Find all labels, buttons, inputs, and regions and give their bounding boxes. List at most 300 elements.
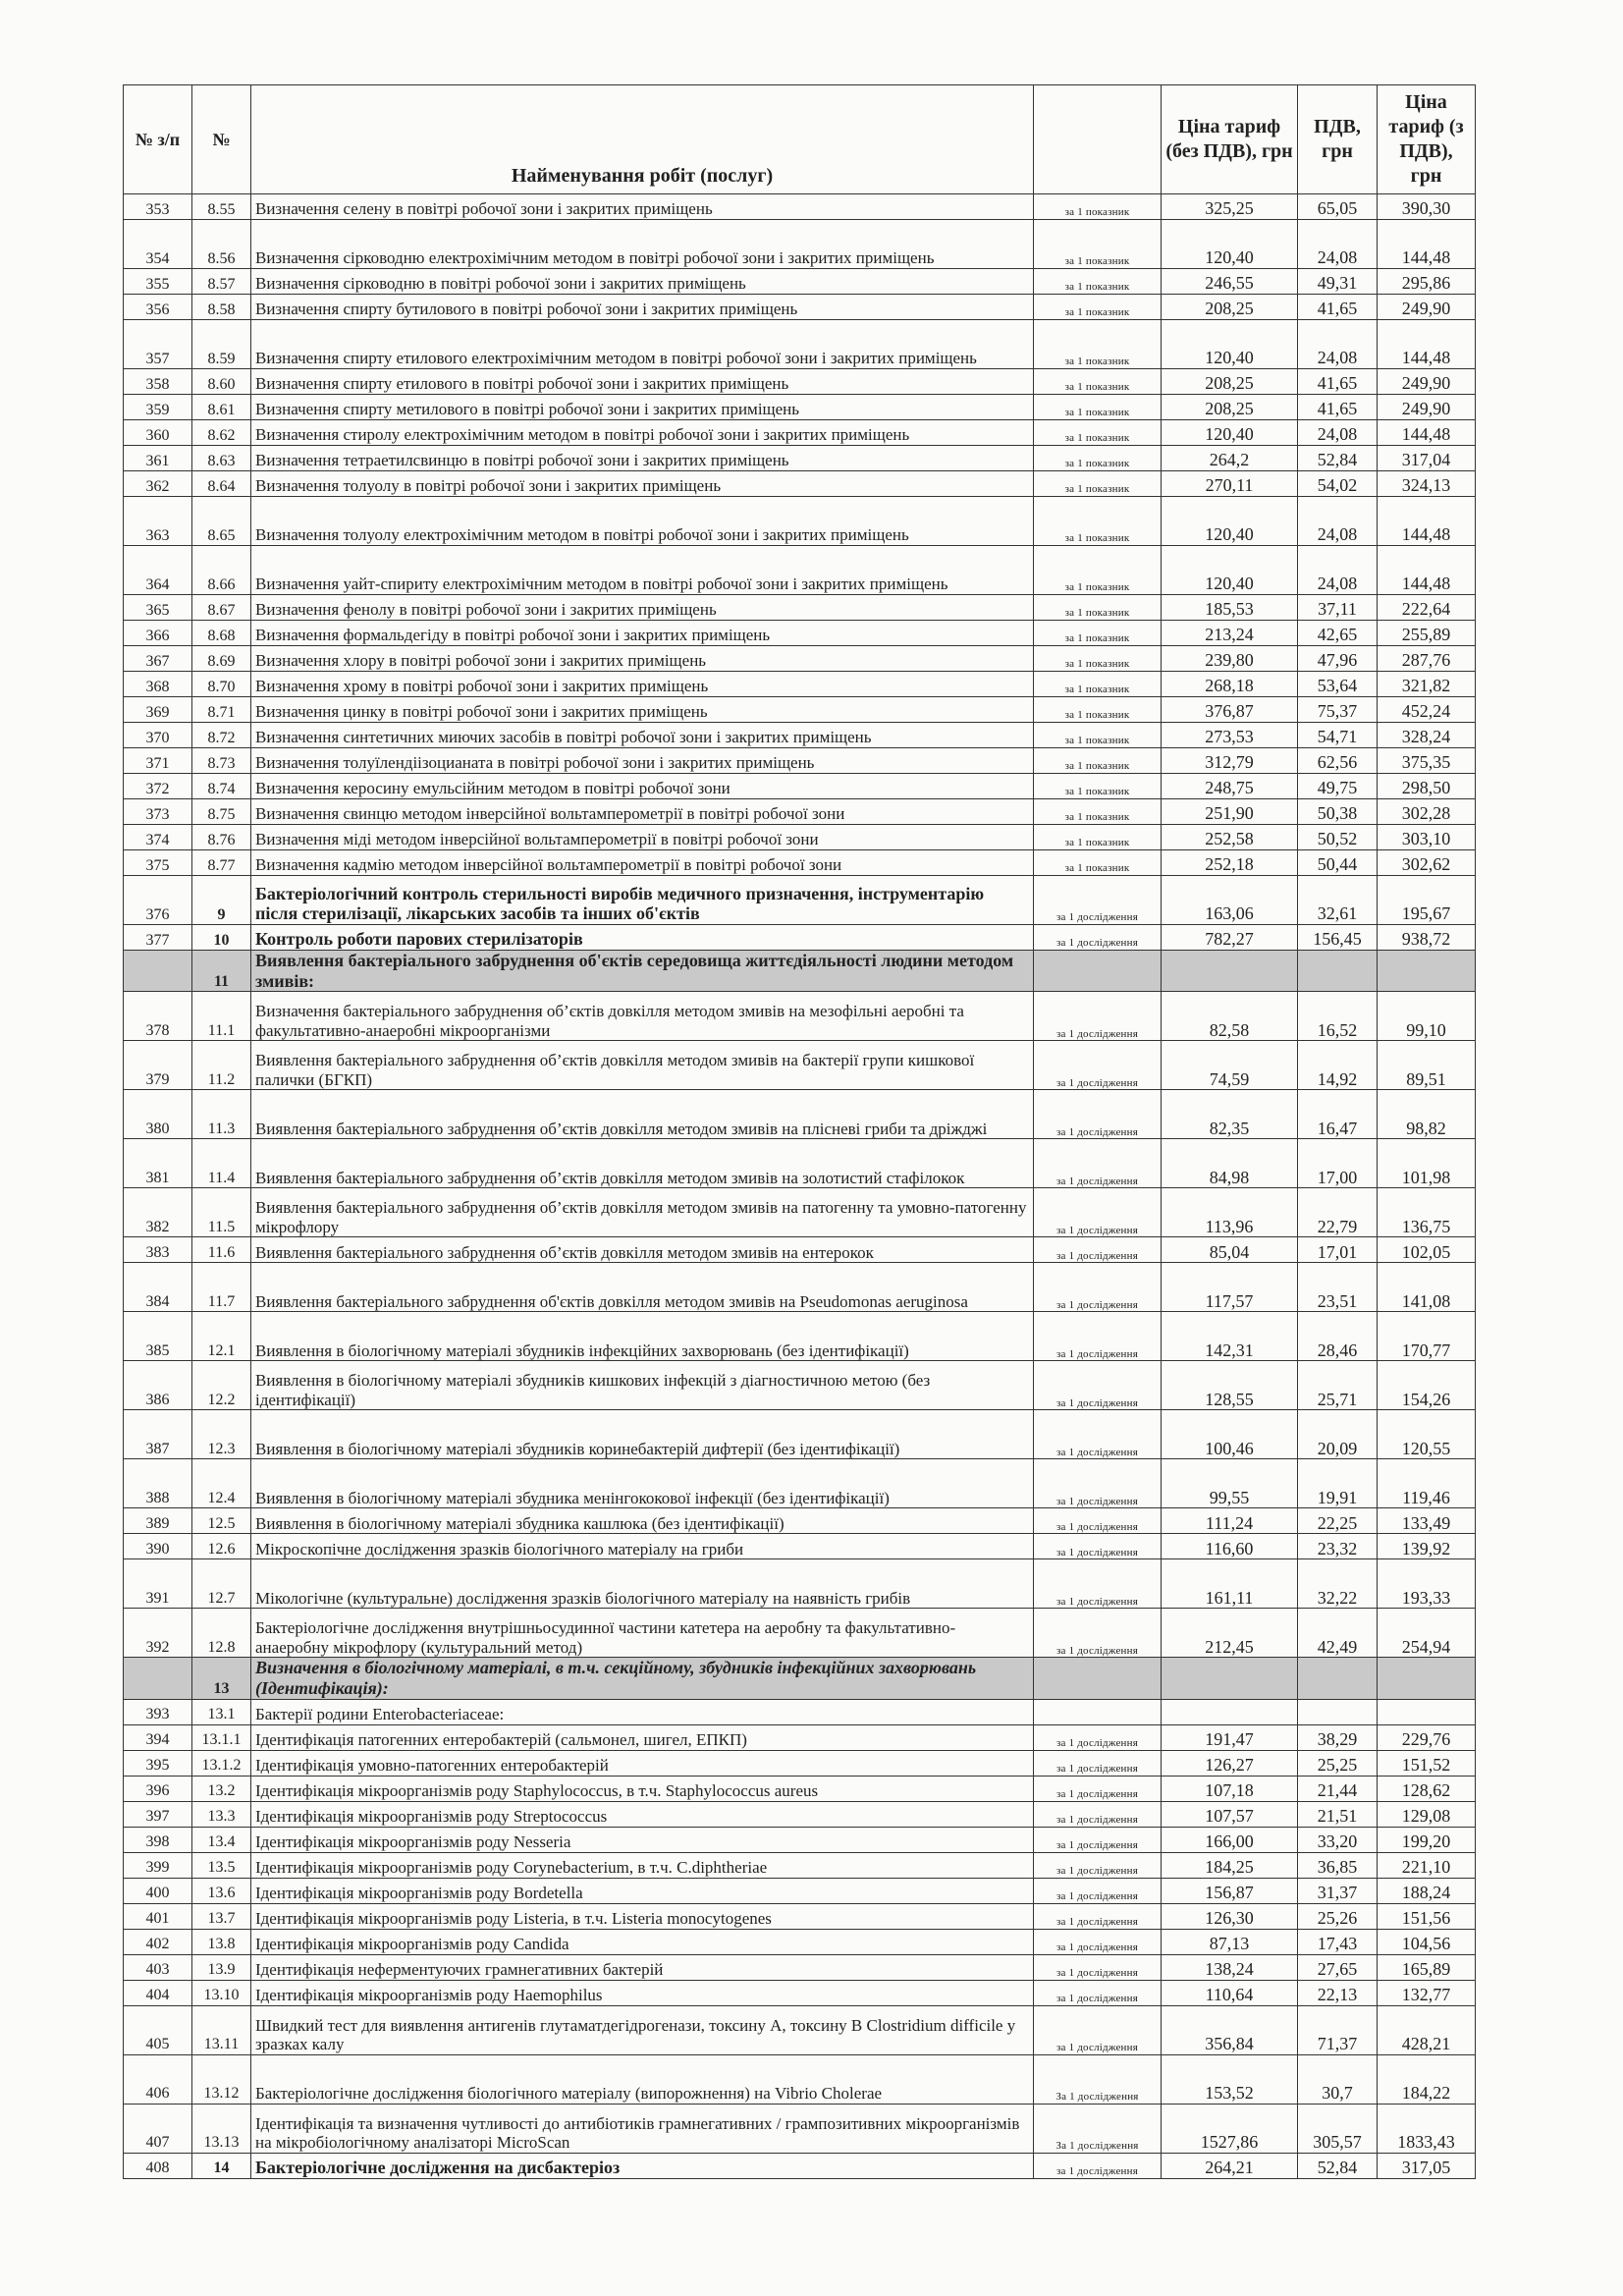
row-number: 369 [124, 697, 192, 723]
price-with-vat: 317,05 [1378, 2153, 1476, 2178]
row-number: 386 [124, 1361, 192, 1410]
price-no-vat: 325,25 [1162, 194, 1298, 220]
row-number: 377 [124, 925, 192, 951]
item-code: 12.2 [192, 1361, 251, 1410]
table-row [124, 2054, 1476, 2104]
unit: за 1 дослідження [1034, 876, 1162, 925]
unit: за 1 показник [1034, 320, 1162, 369]
table-row [124, 1954, 1476, 1980]
price-with-vat: 317,04 [1378, 446, 1476, 471]
row-number: 378 [124, 992, 192, 1041]
service-name: Визначення кадмію методом інверсійної вольтамперометрії в повітрі робочої зони [251, 850, 1034, 876]
service-name: Визначення хрому в повітрі робочої зони і закритих приміщень [251, 672, 1034, 697]
item-code: 8.63 [192, 446, 251, 471]
price-with-vat: 254,94 [1378, 1609, 1476, 1658]
row-number: 398 [124, 1827, 192, 1852]
service-name: Ідентифікація мікроорганізмів роду Staphylococcus, в т.ч. Staphylococcus aureus [251, 1776, 1034, 1801]
price-no-vat: 356,84 [1162, 2005, 1298, 2054]
vat-amount: 49,31 [1298, 269, 1378, 295]
price-no-vat [1162, 1658, 1298, 1699]
item-code: 8.61 [192, 395, 251, 420]
row-number: 395 [124, 1750, 192, 1776]
table-body [124, 194, 1476, 2179]
price-with-vat: 195,67 [1378, 876, 1476, 925]
table-row [124, 1929, 1476, 1954]
price-no-vat: 100,46 [1162, 1410, 1298, 1459]
price-no-vat: 166,00 [1162, 1827, 1298, 1852]
price-no-vat: 99,55 [1162, 1459, 1298, 1508]
price-with-vat: 222,64 [1378, 595, 1476, 621]
service-name: Ідентифікація мікроорганізмів роду Corynebacterium, в т.ч. C.diphtheriae [251, 1852, 1034, 1878]
item-code: 14 [192, 2153, 251, 2178]
unit: за 1 показник [1034, 850, 1162, 876]
row-number [124, 1658, 192, 1699]
price-no-vat: 82,35 [1162, 1090, 1298, 1139]
row-number: 385 [124, 1312, 192, 1361]
vat-amount: 41,65 [1298, 295, 1378, 320]
unit: за 1 дослідження [1034, 1609, 1162, 1658]
vat-amount: 65,05 [1298, 194, 1378, 220]
item-code: 11.6 [192, 1237, 251, 1263]
row-number: 402 [124, 1929, 192, 1954]
price-no-vat: 273,53 [1162, 723, 1298, 748]
table-row [124, 369, 1476, 395]
price-no-vat [1162, 951, 1298, 992]
service-name: Визначення керосину емульсійним методом в повітрі робочої зони [251, 774, 1034, 799]
item-code: 13.5 [192, 1852, 251, 1878]
table-row [124, 2005, 1476, 2054]
section-row [124, 1658, 1476, 1699]
vat-amount: 71,37 [1298, 2005, 1378, 2054]
table-row [124, 1903, 1476, 1929]
service-name: Визначення толуолу в повітрі робочої зони і закритих приміщень [251, 471, 1034, 497]
row-number: 363 [124, 497, 192, 546]
price-with-vat: 144,48 [1378, 497, 1476, 546]
price-no-vat: 208,25 [1162, 395, 1298, 420]
price-no-vat: 782,27 [1162, 925, 1298, 951]
row-number: 397 [124, 1801, 192, 1827]
row-number: 361 [124, 446, 192, 471]
row-number: 375 [124, 850, 192, 876]
row-number: 383 [124, 1237, 192, 1263]
price-with-vat: 255,89 [1378, 621, 1476, 646]
table-row [124, 1699, 1476, 1724]
item-code: 13.12 [192, 2054, 251, 2104]
vat-amount: 50,38 [1298, 799, 1378, 825]
row-number: 376 [124, 876, 192, 925]
row-number: 388 [124, 1459, 192, 1508]
item-code: 8.74 [192, 774, 251, 799]
service-name: Ідентифікація мікроорганізмів роду Streptococcus [251, 1801, 1034, 1827]
table-row [124, 220, 1476, 269]
table-row [124, 1188, 1476, 1237]
price-no-vat: 161,11 [1162, 1559, 1298, 1609]
item-code: 8.77 [192, 850, 251, 876]
price-no-vat: 110,64 [1162, 1980, 1298, 2005]
price-with-vat: 98,82 [1378, 1090, 1476, 1139]
price-no-vat: 111,24 [1162, 1508, 1298, 1534]
price-no-vat: 128,55 [1162, 1361, 1298, 1410]
vat-amount [1298, 1699, 1378, 1724]
price-with-vat: 132,77 [1378, 1980, 1476, 2005]
service-name: Ідентифікація мікроорганізмів роду Haemophilus [251, 1980, 1034, 2005]
vat-amount: 50,52 [1298, 825, 1378, 850]
vat-amount: 50,44 [1298, 850, 1378, 876]
table-row [124, 395, 1476, 420]
vat-amount: 22,79 [1298, 1188, 1378, 1237]
service-name: Визначення фенолу в повітрі робочої зони і закритих приміщень [251, 595, 1034, 621]
service-name: Ідентифікація мікроорганізмів роду Nesseria [251, 1827, 1034, 1852]
vat-amount: 32,22 [1298, 1559, 1378, 1609]
unit: за 1 показник [1034, 646, 1162, 672]
unit: за 1 дослідження [1034, 1361, 1162, 1410]
price-no-vat: 120,40 [1162, 497, 1298, 546]
table-row [124, 1361, 1476, 1410]
price-no-vat: 120,40 [1162, 546, 1298, 595]
row-number: 368 [124, 672, 192, 697]
table-row [124, 1801, 1476, 1827]
price-no-vat: 85,04 [1162, 1237, 1298, 1263]
price-no-vat: 268,18 [1162, 672, 1298, 697]
price-no-vat: 264,21 [1162, 2153, 1298, 2178]
row-number: 387 [124, 1410, 192, 1459]
item-code: 13.1.2 [192, 1750, 251, 1776]
price-no-vat: 74,59 [1162, 1041, 1298, 1090]
table-row [124, 1852, 1476, 1878]
row-number: 357 [124, 320, 192, 369]
row-number: 354 [124, 220, 192, 269]
table-row [124, 497, 1476, 546]
price-with-vat: 1833,43 [1378, 2104, 1476, 2153]
unit [1034, 1658, 1162, 1699]
vat-amount: 54,71 [1298, 723, 1378, 748]
header-rownum: № з/п [124, 85, 192, 194]
row-number: 390 [124, 1534, 192, 1559]
item-code: 11.2 [192, 1041, 251, 1090]
service-name: Бактеріологічне дослідження на дисбактеріоз [251, 2153, 1034, 2178]
price-with-vat: 128,62 [1378, 1776, 1476, 1801]
table-row [124, 799, 1476, 825]
item-code: 8.56 [192, 220, 251, 269]
price-no-vat: 312,79 [1162, 748, 1298, 774]
table-row [124, 1724, 1476, 1750]
price-with-vat: 102,05 [1378, 1237, 1476, 1263]
unit: за 1 показник [1034, 697, 1162, 723]
unit: за 1 дослідження [1034, 1139, 1162, 1188]
item-code: 12.6 [192, 1534, 251, 1559]
item-code: 8.65 [192, 497, 251, 546]
service-name: Визначення толуолу електрохімічним методом в повітрі робочої зони і закритих приміщень [251, 497, 1034, 546]
table-row [124, 295, 1476, 320]
unit: за 1 дослідження [1034, 1929, 1162, 1954]
vat-amount: 49,75 [1298, 774, 1378, 799]
unit: за 1 дослідження [1034, 925, 1162, 951]
price-with-vat: 120,55 [1378, 1410, 1476, 1459]
unit: за 1 дослідження [1034, 1090, 1162, 1139]
vat-amount: 54,02 [1298, 471, 1378, 497]
vat-amount: 42,65 [1298, 621, 1378, 646]
vat-amount: 25,71 [1298, 1361, 1378, 1410]
vat-amount: 37,11 [1298, 595, 1378, 621]
vat-amount: 52,84 [1298, 2153, 1378, 2178]
service-name: Бактеріологічне дослідження внутрішньосудинної частини катетера на аеробну та факультативно-анаеробну мікрофлору (культуральний метод) [251, 1609, 1034, 1658]
price-no-vat: 270,11 [1162, 471, 1298, 497]
item-code: 8.66 [192, 546, 251, 595]
price-no-vat: 191,47 [1162, 1724, 1298, 1750]
item-code: 12.7 [192, 1559, 251, 1609]
price-with-vat: 375,35 [1378, 748, 1476, 774]
row-number: 381 [124, 1139, 192, 1188]
price-with-vat: 129,08 [1378, 1801, 1476, 1827]
price-no-vat: 213,24 [1162, 621, 1298, 646]
unit: за 1 дослідження [1034, 1852, 1162, 1878]
unit: за 1 дослідження [1034, 1410, 1162, 1459]
service-name: Бактерії родини Enterobacteriaceae: [251, 1699, 1034, 1724]
service-name: Визначення сірководню електрохімічним методом в повітрі робочої зони і закритих приміщень [251, 220, 1034, 269]
row-number: 382 [124, 1188, 192, 1237]
table-row [124, 850, 1476, 876]
unit: за 1 дослідження [1034, 1801, 1162, 1827]
service-name: Ідентифікація мікроорганізмів роду Bordetella [251, 1878, 1034, 1903]
vat-amount: 25,26 [1298, 1903, 1378, 1929]
unit: за 1 дослідження [1034, 992, 1162, 1041]
vat-amount: 16,47 [1298, 1090, 1378, 1139]
unit: за 1 дослідження [1034, 1878, 1162, 1903]
unit: за 1 дослідження [1034, 2005, 1162, 2054]
row-number: 367 [124, 646, 192, 672]
vat-amount: 24,08 [1298, 497, 1378, 546]
price-with-vat: 249,90 [1378, 295, 1476, 320]
price-no-vat: 208,25 [1162, 369, 1298, 395]
table-row [124, 1609, 1476, 1658]
unit: за 1 показник [1034, 672, 1162, 697]
price-no-vat: 212,45 [1162, 1609, 1298, 1658]
price-with-vat: 328,24 [1378, 723, 1476, 748]
unit: За 1 дослідження [1034, 2054, 1162, 2104]
table-row [124, 774, 1476, 799]
unit: за 1 дослідження [1034, 1750, 1162, 1776]
item-code: 8.60 [192, 369, 251, 395]
service-name: Бактеріологічний контроль стерильності виробів медичного призначення, інструментарію після стерилізації, лікарських засобів та інших об'єктів [251, 876, 1034, 925]
price-with-vat: 144,48 [1378, 220, 1476, 269]
service-name: Виявлення бактеріального забруднення об’єктів довкілля методом змивів на патогенну та умовно-патогенну мікрофлору [251, 1188, 1034, 1237]
table-row [124, 1827, 1476, 1852]
unit: За 1 дослідження [1034, 2104, 1162, 2153]
table-row [124, 420, 1476, 446]
unit: за 1 показник [1034, 748, 1162, 774]
service-name: Визначення хлору в повітрі робочої зони і закритих приміщень [251, 646, 1034, 672]
service-name: Мікроскопічне дослідження зразків біологічного матеріалу на гриби [251, 1534, 1034, 1559]
table-row [124, 1559, 1476, 1609]
price-no-vat: 184,25 [1162, 1852, 1298, 1878]
service-name: Ідентифікація патогенних ентеробактерій (сальмонел, шигел, ЕПКП) [251, 1724, 1034, 1750]
vat-amount: 75,37 [1298, 697, 1378, 723]
item-code: 8.70 [192, 672, 251, 697]
vat-amount: 24,08 [1298, 320, 1378, 369]
price-with-vat: 390,30 [1378, 194, 1476, 220]
vat-amount: 21,51 [1298, 1801, 1378, 1827]
service-name: Визначення спирту бутилового в повітрі робочої зони і закритих приміщень [251, 295, 1034, 320]
row-number: 356 [124, 295, 192, 320]
table-row [124, 925, 1476, 951]
price-no-vat: 246,55 [1162, 269, 1298, 295]
price-no-vat: 248,75 [1162, 774, 1298, 799]
price-no-vat: 251,90 [1162, 799, 1298, 825]
service-name: Визначення толуїлендіізоцианата в повітрі робочої зони і закритих приміщень [251, 748, 1034, 774]
service-name: Визначення формальдегіду в повітрі робочої зони і закритих приміщень [251, 621, 1034, 646]
vat-amount: 305,57 [1298, 2104, 1378, 2153]
unit: за 1 показник [1034, 497, 1162, 546]
service-name: Виявлення в біологічному матеріалі збудників інфекційних захворювань (без ідентифікації) [251, 1312, 1034, 1361]
unit: за 1 дослідження [1034, 1237, 1162, 1263]
price-no-vat: 376,87 [1162, 697, 1298, 723]
row-number: 364 [124, 546, 192, 595]
vat-amount: 27,65 [1298, 1954, 1378, 1980]
header-price-with-vat: Ціна тариф (з ПДВ), грн [1378, 85, 1476, 194]
price-with-vat: 151,56 [1378, 1903, 1476, 1929]
row-number: 393 [124, 1699, 192, 1724]
row-number: 358 [124, 369, 192, 395]
unit: за 1 показник [1034, 220, 1162, 269]
service-name: Виявлення бактеріального забруднення об'єктів довкілля методом змивів на Pseudomonas aeruginosa [251, 1263, 1034, 1312]
item-code: 11.4 [192, 1139, 251, 1188]
unit: за 1 показник [1034, 295, 1162, 320]
item-code: 11.5 [192, 1188, 251, 1237]
vat-amount: 23,32 [1298, 1534, 1378, 1559]
service-name: Бактеріологічне дослідження біологічного матеріалу (випорожнення) на Vibrio Cholerae [251, 2054, 1034, 2104]
row-number: 374 [124, 825, 192, 850]
row-number: 389 [124, 1508, 192, 1534]
price-with-vat: 99,10 [1378, 992, 1476, 1041]
service-name: Виявлення бактеріального забруднення об’єктів довкілля методом змивів на золотистий стафілокок [251, 1139, 1034, 1188]
table-row [124, 876, 1476, 925]
vat-amount [1298, 951, 1378, 992]
price-no-vat: 156,87 [1162, 1878, 1298, 1903]
price-no-vat: 138,24 [1162, 1954, 1298, 1980]
service-name: Визначення синтетичних миючих засобів в повітрі робочої зони і закритих приміщень [251, 723, 1034, 748]
service-name: Ідентифікація та визначення чутливості до антибіотиків грамнегативних / грампозитивних мікроорганізмів на мікробіологічному аналізаторі MicroScan [251, 2104, 1034, 2153]
row-number: 400 [124, 1878, 192, 1903]
price-with-vat: 938,72 [1378, 925, 1476, 951]
price-with-vat: 144,48 [1378, 546, 1476, 595]
service-name: Визначення бактеріального забруднення об’єктів довкілля методом змивів на мезофільні аеробні та факультативно-анаеробні мікроорганізми [251, 992, 1034, 1041]
item-code: 12.1 [192, 1312, 251, 1361]
table-row [124, 723, 1476, 748]
unit: за 1 дослідження [1034, 1559, 1162, 1609]
item-code: 12.4 [192, 1459, 251, 1508]
unit: за 1 показник [1034, 621, 1162, 646]
price-with-vat: 151,52 [1378, 1750, 1476, 1776]
vat-amount: 21,44 [1298, 1776, 1378, 1801]
price-no-vat: 153,52 [1162, 2054, 1298, 2104]
section-row [124, 951, 1476, 992]
vat-amount: 42,49 [1298, 1609, 1378, 1658]
row-number: 365 [124, 595, 192, 621]
item-code: 13.2 [192, 1776, 251, 1801]
vat-amount: 24,08 [1298, 220, 1378, 269]
table-row [124, 1312, 1476, 1361]
row-number: 380 [124, 1090, 192, 1139]
service-name: Виявлення в біологічному матеріалі збудника менінгококової інфекції (без ідентифікації) [251, 1459, 1034, 1508]
row-number: 362 [124, 471, 192, 497]
unit: за 1 показник [1034, 471, 1162, 497]
vat-amount: 24,08 [1298, 546, 1378, 595]
unit: за 1 дослідження [1034, 1980, 1162, 2005]
item-code: 13.13 [192, 2104, 251, 2153]
price-no-vat: 116,60 [1162, 1534, 1298, 1559]
table-row [124, 546, 1476, 595]
table-row [124, 595, 1476, 621]
table-row [124, 825, 1476, 850]
price-no-vat: 252,58 [1162, 825, 1298, 850]
table-row [124, 2104, 1476, 2153]
price-with-vat: 303,10 [1378, 825, 1476, 850]
item-code: 8.68 [192, 621, 251, 646]
row-number: 404 [124, 1980, 192, 2005]
price-no-vat [1162, 1699, 1298, 1724]
item-code: 8.76 [192, 825, 251, 850]
price-no-vat: 120,40 [1162, 420, 1298, 446]
unit [1034, 951, 1162, 992]
item-code: 13.11 [192, 2005, 251, 2054]
price-with-vat [1378, 1658, 1476, 1699]
unit: за 1 дослідження [1034, 1041, 1162, 1090]
vat-amount: 41,65 [1298, 369, 1378, 395]
header-name: Найменування робіт (послуг) [251, 85, 1034, 194]
price-with-vat: 141,08 [1378, 1263, 1476, 1312]
vat-amount: 17,00 [1298, 1139, 1378, 1188]
table-row [124, 320, 1476, 369]
service-name: Виявлення в біологічному матеріалі збудника кашлюка (без ідентифікації) [251, 1508, 1034, 1534]
vat-amount: 156,45 [1298, 925, 1378, 951]
table-row [124, 194, 1476, 220]
table-row [124, 1459, 1476, 1508]
price-with-vat: 229,76 [1378, 1724, 1476, 1750]
price-with-vat: 139,92 [1378, 1534, 1476, 1559]
row-number: 401 [124, 1903, 192, 1929]
row-number: 353 [124, 194, 192, 220]
unit: за 1 дослідження [1034, 1827, 1162, 1852]
price-with-vat: 287,76 [1378, 646, 1476, 672]
price-no-vat: 252,18 [1162, 850, 1298, 876]
table-row [124, 269, 1476, 295]
row-number: 405 [124, 2005, 192, 2054]
table-row [124, 1980, 1476, 2005]
unit: за 1 дослідження [1034, 1903, 1162, 1929]
price-no-vat: 82,58 [1162, 992, 1298, 1041]
table-row [124, 748, 1476, 774]
price-with-vat: 221,10 [1378, 1852, 1476, 1878]
unit: за 1 показник [1034, 799, 1162, 825]
vat-amount: 23,51 [1298, 1263, 1378, 1312]
table-row [124, 621, 1476, 646]
service-name: Ідентифікація мікроорганізмів роду Listeria, в т.ч. Listeria monocytogenes [251, 1903, 1034, 1929]
service-name: Виявлення бактеріального забруднення об’єктів довкілля методом змивів на бактерії групи кишкової палички (БГКП) [251, 1041, 1034, 1090]
item-code: 11.3 [192, 1090, 251, 1139]
item-code: 13.7 [192, 1903, 251, 1929]
unit: за 1 дослідження [1034, 1188, 1162, 1237]
row-number: 408 [124, 2153, 192, 2178]
unit: за 1 дослідження [1034, 1459, 1162, 1508]
item-code: 12.5 [192, 1508, 251, 1534]
service-name: Виявлення в біологічному матеріалі збудників кишкових інфекцій з діагностичною метою (без ідентифікації) [251, 1361, 1034, 1410]
item-code: 13.6 [192, 1878, 251, 1903]
price-with-vat: 298,50 [1378, 774, 1476, 799]
service-name: Швидкий тест для виявлення антигенів глутаматдегідрогенази, токсину А, токсину В Clostridium difficile у зразках калу [251, 2005, 1034, 2054]
service-name: Виявлення бактеріального забруднення об’єктів довкілля методом змивів на ентерокок [251, 1237, 1034, 1263]
item-code: 13.1 [192, 1699, 251, 1724]
item-code: 8.57 [192, 269, 251, 295]
